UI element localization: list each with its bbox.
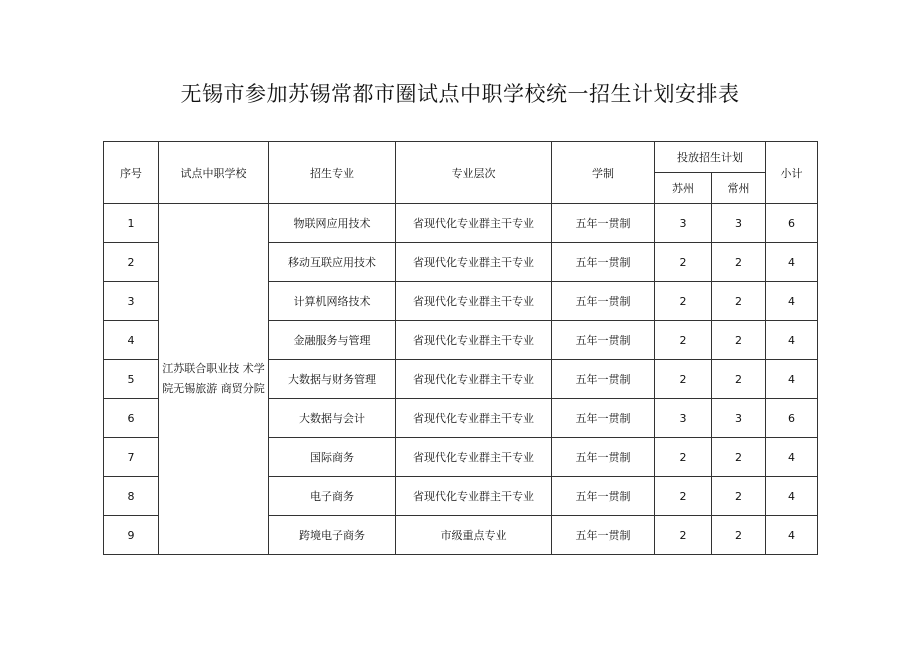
cell-subtotal: 4 — [766, 516, 818, 555]
cell-system: 五年一贯制 — [552, 204, 655, 243]
cell-subtotal: 4 — [766, 282, 818, 321]
cell-changzhou: 2 — [712, 243, 766, 282]
cell-level: 省现代化专业群主干专业 — [396, 438, 552, 477]
cell-suzhou: 3 — [655, 204, 712, 243]
cell-major: 计算机网络技术 — [269, 282, 396, 321]
cell-major: 大数据与财务管理 — [269, 360, 396, 399]
cell-major: 大数据与会计 — [269, 399, 396, 438]
cell-major: 电子商务 — [269, 477, 396, 516]
cell-changzhou: 2 — [712, 516, 766, 555]
cell-suzhou: 2 — [655, 516, 712, 555]
cell-system: 五年一贯制 — [552, 243, 655, 282]
cell-subtotal: 4 — [766, 243, 818, 282]
header-system: 学制 — [552, 142, 655, 204]
cell-changzhou: 2 — [712, 438, 766, 477]
cell-subtotal: 4 — [766, 360, 818, 399]
header-school: 试点中职学校 — [159, 142, 269, 204]
cell-changzhou: 3 — [712, 399, 766, 438]
cell-system: 五年一贯制 — [552, 438, 655, 477]
cell-changzhou: 2 — [712, 360, 766, 399]
cell-index: 6 — [104, 399, 159, 438]
cell-system: 五年一贯制 — [552, 282, 655, 321]
cell-index: 4 — [104, 321, 159, 360]
header-plan: 投放招生计划 — [655, 142, 766, 173]
cell-major: 跨境电子商务 — [269, 516, 396, 555]
cell-level: 省现代化专业群主干专业 — [396, 477, 552, 516]
table-row — [104, 204, 818, 243]
header-suzhou: 苏州 — [655, 173, 712, 204]
cell-index: 3 — [104, 282, 159, 321]
cell-major: 金融服务与管理 — [269, 321, 396, 360]
cell-system: 五年一贯制 — [552, 477, 655, 516]
cell-level: 省现代化专业群主干专业 — [396, 360, 552, 399]
cell-suzhou: 2 — [655, 360, 712, 399]
header-major: 招生专业 — [269, 142, 396, 204]
header-level: 专业层次 — [396, 142, 552, 204]
cell-subtotal: 4 — [766, 321, 818, 360]
cell-major: 物联网应用技术 — [269, 204, 396, 243]
cell-index: 7 — [104, 438, 159, 477]
cell-suzhou: 2 — [655, 243, 712, 282]
cell-subtotal: 4 — [766, 477, 818, 516]
cell-suzhou: 2 — [655, 282, 712, 321]
cell-index: 5 — [104, 360, 159, 399]
cell-changzhou: 2 — [712, 282, 766, 321]
cell-system: 五年一贯制 — [552, 516, 655, 555]
cell-subtotal: 4 — [766, 438, 818, 477]
cell-suzhou: 2 — [655, 321, 712, 360]
cell-system: 五年一贯制 — [552, 399, 655, 438]
cell-school: 江苏联合职业技 术学院无锡旅游 商贸分院 — [159, 204, 269, 555]
cell-system: 五年一贯制 — [552, 321, 655, 360]
cell-suzhou: 3 — [655, 399, 712, 438]
cell-level: 省现代化专业群主干专业 — [396, 243, 552, 282]
header-changzhou: 常州 — [712, 173, 766, 204]
cell-index: 1 — [104, 204, 159, 243]
cell-level: 市级重点专业 — [396, 516, 552, 555]
cell-major: 移动互联应用技术 — [269, 243, 396, 282]
cell-subtotal: 6 — [766, 399, 818, 438]
cell-suzhou: 2 — [655, 438, 712, 477]
cell-level: 省现代化专业群主干专业 — [396, 399, 552, 438]
header-subtotal: 小计 — [766, 142, 818, 204]
cell-level: 省现代化专业群主干专业 — [396, 321, 552, 360]
cell-changzhou: 3 — [712, 204, 766, 243]
header-row — [104, 142, 818, 173]
header-index: 序号 — [104, 142, 159, 204]
cell-changzhou: 2 — [712, 477, 766, 516]
page-title: 无锡市参加苏锡常都市圈试点中职学校统一招生计划安排表 — [180, 82, 740, 106]
cell-index: 9 — [104, 516, 159, 555]
cell-level: 省现代化专业群主干专业 — [396, 282, 552, 321]
cell-major: 国际商务 — [269, 438, 396, 477]
cell-changzhou: 2 — [712, 321, 766, 360]
cell-index: 8 — [104, 477, 159, 516]
cell-subtotal: 6 — [766, 204, 818, 243]
cell-system: 五年一贯制 — [552, 360, 655, 399]
cell-index: 2 — [104, 243, 159, 282]
cell-level: 省现代化专业群主干专业 — [396, 204, 552, 243]
cell-suzhou: 2 — [655, 477, 712, 516]
enrollment-plan-table — [103, 141, 818, 555]
